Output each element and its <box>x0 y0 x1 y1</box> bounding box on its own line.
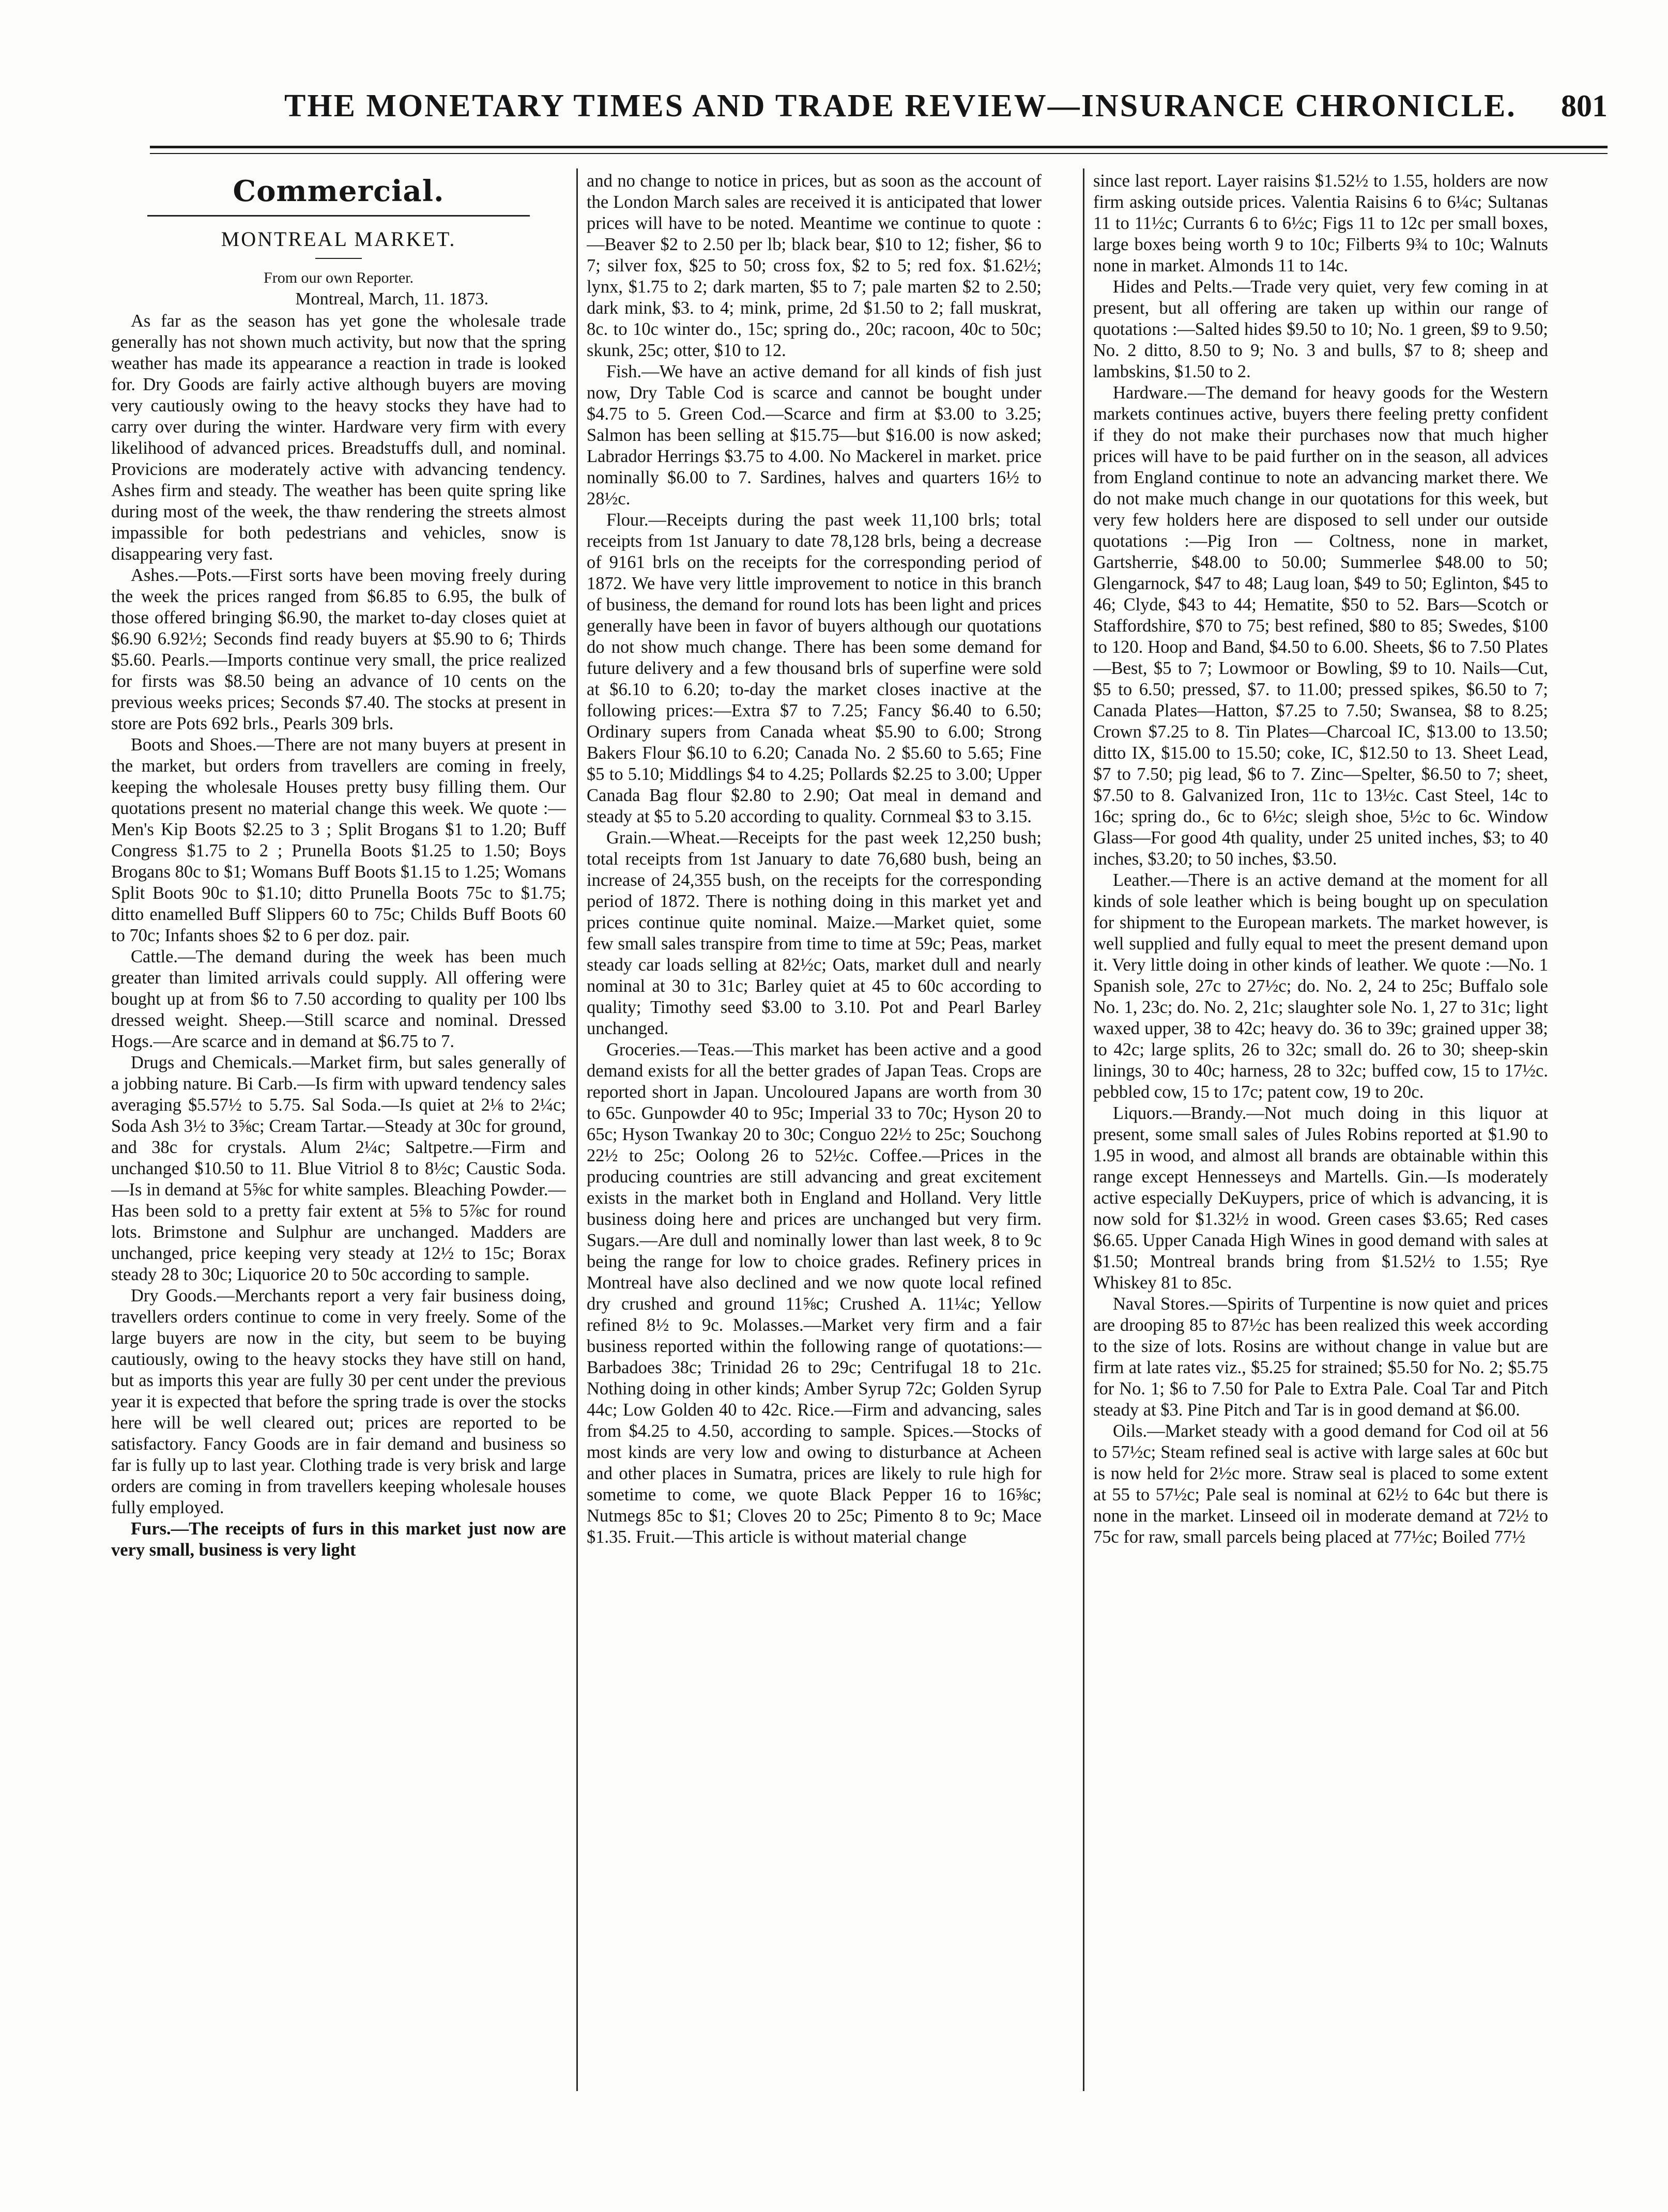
short-rule <box>315 258 362 259</box>
reporter-line: From our own Reporter. <box>264 269 414 286</box>
column-3 <box>1093 171 1548 2093</box>
market-title: MONTREAL MARKET. <box>221 227 456 251</box>
masthead-rule <box>150 146 1608 148</box>
paragraph-liquors: Liquors.—Brandy.—Not much doing in this liquor at present, some small sales of Jules Robins reported at $1.90 to 1.95 in wood, and almost all brands are obtainable within this range except Hennesseys and Martells. Gin.—Is moderately active especially DeKuypers, price of which is advancing, it is now sold for $1.32½ in wood. Green cases $3.65; Red cases $6.65. Upper Canada High Wines in good demand with sales at $1.50; Montreal brands bring from $1.52½ to 1.55; Rye Whiskey 81 to 85c. <box>1093 1103 1548 1293</box>
paragraph-furs: Furs.—The receipts of furs in this market just now are very small, business is very light <box>111 1519 566 1560</box>
masthead-rule-thin <box>150 153 1608 154</box>
paragraph-dry-goods: Dry Goods.—Merchants report a very fair business doing, travellers orders continue to come in very freely. Some of the large buyers are now in the city, but seem to be buying cautiously, owing to the heavy stocks they have still on hand, but as imports this year are fully 30 per cent under the previous year it is expected that before the spring trade is over the stocks here will be well cleared out; prices are reported to be satisfactory. Fancy Goods are in fair demand and business so far is fully up to last year. Clothing trade is very brisk and large orders are coming in from travellers keeping wholesale houses fully employed. <box>111 1286 566 1517</box>
paragraph-ashes: Ashes.—Pots.—First sorts have been moving freely during the week the prices ranged from $6.85 to 6.95, the bulk of those offered bringing $6.90, the market to-day closes quiet at $6.90 6.92½; Seconds find ready buyers at $5.90 to 6; Thirds $5.60. Pearls.—Imports continue very small, the price realized for firsts was $8.50 being an advance of 10 cents on the previous weeks prices; Seconds $7.40. The stocks at present in store are Pots 692 brls., Pearls 309 brls. <box>111 565 566 733</box>
page-number: 801 <box>1561 89 1608 123</box>
paragraph-fish: Fish.—We have an active demand for all kinds of fish just now, Dry Table Cod is scarce and cannot be bought under $4.75 to 5. Green Cod.—Scarce and firm at $3.00 to 3.25; Salmon has been selling at $15.75—but $16.00 is now asked; Labrador Herrings $3.75 to 4.00. No Mackerel in market. price nominally $6.00 to 7. Sardines, halves and quarters 16½ to 28½c. <box>587 362 1042 509</box>
paragraph-grain: Grain.—Wheat.—Receipts for the past week 12,250 bush; total receipts from 1st January to date 76,680 bush, being an increase of 24,355 bush, on the receipts for the corresponding period of 1872. There is nothing doing in this market yet and prices continue quite nominal. Maize.—Market quiet, some few small sales transpire from time to time at 59c; Peas, market steady car loads selling at 82½c; Oats, market dull and nearly nominal at 30 to 31c; Barley quiet at 45 to 60c according to quality; Timothy seed $3.00 to 3.10. Pot and Pearl Barley unchanged. <box>587 828 1042 1038</box>
paragraph-hides-and-pelts: Hides and Pelts.—Trade very quiet, very few coming in at present, but all offering are taken up within our range of quotations :—Salted hides $9.50 to 10; No. 1 green, $9 to 9.50; No. 2 ditto, 8.50 to 9; No. 3 and bulls, $7 to 8; sheep and lambskins, $1.50 to 2. <box>1093 277 1548 381</box>
paragraph-cattle: Cattle.—The demand during the week has been much greater than limited arrivals could supply. All offering were bought up at from $6 to 7.50 according to quality per 100 lbs dressed weight. Sheep.—Still scarce and nominal. Dressed Hogs.—Are scarce and in demand at $6.75 to 7. <box>111 947 566 1051</box>
masthead-title: THE MONETARY TIMES AND TRADE REVIEW—INSURANCE CHRONICLE. <box>284 88 1517 124</box>
paragraph-leather: Leather.—There is an active demand at the moment for all kinds of sole leather which is being bought up on speculation for shipment to the European markets. The market however, is well supplied and fully equal to meet the present demand upon it. Very little doing in other kinds of leather. We quote :—No. 1 Spanish sole, 27c to 27½c; do. No. 2, 24 to 25c; Buffalo sole No. 1, 23c; do. No. 2, 21c; slaughter sole No. 1, 27 to 31c; light waxed upper, 38 to 42c; heavy do. 36 to 39c; grained upper 38; to 42c; large splits, 26 to 32c; small do. 26 to 30; sheep-skin linings, 30 to 40c; harness, 28 to 32c; buffed cow, 15 to 17½c. pebbled cow, 15 to 17c; patent cow, 19 to 20c. <box>1093 870 1548 1102</box>
paragraph-fruit-continued: since last report. Layer raisins $1.52½ to 1.55, holders are now firm asking outside prices. Valentia Raisins 6 to 6¼c; Sultanas 11 to 11½c; Currants 6 to 6½c; Figs 11 to 12c per small boxes, large boxes being worth 9 to 10c; Filberts 9¾ to 10c; Walnuts none in market. Almonds 11 to 14c. <box>1093 171 1548 275</box>
paragraph-furs-continued: and no change to notice in prices, but as soon as the account of the London March sales are received it is anticipated that lower prices will have to be noted. Meantime we continue to quote :—Beaver $2 to 2.50 per lb; black bear, $10 to 12; fisher, $6 to 7; silver fox, $25 to 50; cross fox, $2 to 5; red fox. $1.62½; lynx, $1.75 to 2; dark marten, $5 to 7; pale marten $2 to 2.50; dark mink, $3. to 4; mink, prime, 2d $1.50 to 2; fall muskrat, 8c. to 10c winter do., 15c; spring do., 20c; racoon, 40c to 50c; skunk, 25c; otter, $10 to 12. <box>587 171 1042 360</box>
paragraph-intro: As far as the season has yet gone the wholesale trade generally has not shown much activity, but now that the spring weather has made its appearance a reaction in trade is looked for. Dry Goods are fairly active although buyers are moving very cautiously owing to the heavy stocks they have had to carry over during the winter. Hardware very firm with every likelihood of advanced prices. Breadstuffs dull, and nominal. Provicions are moderately active with advancing tendency. Ashes firm and steady. The weather has been quite spring like during most of the week, the thaw rendering the streets almost impassible for both pedestrians and vehicles, snow is disappearing very fast. <box>111 311 566 564</box>
paragraph-drugs-and-chemicals: Drugs and Chemicals.—Market firm, but sales generally of a jobbing nature. Bi Carb.—Is firm with upward tendency sales averaging $5.57½ to 5.75. Sal Soda.—Is quiet at 2⅛ to 2¼c; Soda Ash 3½ to 3⅝c; Cream Tartar.—Steady at 30c for ground, and 38c for crystals. Alum 2¼c; Saltpetre.—Firm and unchanged $10.50 to 11. Blue Vitriol 8 to 8½c; Caustic Soda.—Is in demand at 5⅝c for white samples. Bleaching Powder.—Has been sold to a pretty fair extent at 5⅝ to 5⅞c for round lots. Brimstone and Sulphur are unchanged. Madders are unchanged, price keeping very steady at 12½ to 15c; Borax steady 28 to 30c; Liquorice 20 to 50c according to sample. <box>111 1053 566 1284</box>
masthead <box>150 88 1608 125</box>
paragraph-boots-and-shoes: Boots and Shoes.—There are not many buyers at present in the market, but orders from travellers are coming in freely, keeping the wholesale Houses pretty busy filling them. Our quotations present no material change this week. We quote :—Men's Kip Boots $2.25 to 3 ; Split Brogans $1 to 1.20; Buff Congress $1.75 to 2 ; Prunella Boots $1.25 to 1.50; Boys Brogans 80c to $1; Womans Buff Boots $1.15 to 1.25; Womans Split Boots 90c to $1.10; ditto Prunella Boots 75c to $1.75; ditto enamelled Buff Slippers 60 to 75c; Childs Buff Boots 60 to 70c; Infants shoes $2 to 6 per doz. pair. <box>111 735 566 945</box>
paragraph-groceries: Groceries.—Teas.—This market has been active and a good demand exists for all the better grades of Japan Teas. Crops are reported short in Japan. Uncoloured Japans are worth from 30 to 65c. Gunpowder 40 to 95c; Imperial 33 to 70c; Hyson 20 to 65c; Hyson Twankay 20 to 30c; Conguo 22½ to 25c; Souchong 22½ to 25c; Oolong 26 to 52½c. Coffee.—Prices in the producing countries are still advancing and great excitement exists in the market both in England and Holland. Very little business doing here and prices are unchanged but very firm. Sugars.—Are dull and nominally lower than last week, 8 to 9c being the range for low to choice grades. Refinery prices in Montreal have also declined and we now quote local refined dry crushed and ground 11⅝c; Crushed A. 11¼c; Yellow refined 8½ to 9c. Molasses.—Market very firm and a fair business reported within the following range of quotations:—Barbadoes 38c; Trinidad 26 to 29c; Centrifugal 18 to 21c. Nothing doing in other kinds; Amber Syrup 72c; Golden Syrup 44c; Low Golden 40 to 42c. Rice.—Firm and advancing, sales from $4.25 to 4.50, according to sample. Spices.—Stocks of most kinds are very low and owing to disturbance at Acheen and other places in Sumatra, prices are likely to rule high for sometime to come, we quote Black Pepper 16 to 16⅝c; Nutmegs 85c to $1; Cloves 20 to 25c; Pimento 8 to 9c; Mace $1.35. Fruit.—This article is without material change <box>587 1040 1042 1547</box>
column-1 <box>111 171 566 2093</box>
paragraph-naval-stores: Naval Stores.—Spirits of Turpentine is now quiet and prices are drooping 85 to 87½c has been realized this week according to the size of lots. Rosins are without change in value but are firm at late rates viz., $5.25 for strained; $5.50 for No. 2; $5.75 for No. 1; $6 to 7.50 for Pale to Extra Pale. Coal Tar and Pitch steady at $3. Pine Pitch and Tar is in good demand at $6.00. <box>1093 1294 1548 1420</box>
column-divider <box>576 168 578 2091</box>
column-2 <box>587 171 1042 2093</box>
dateline: Montreal, March, 11. 1873. <box>295 289 488 309</box>
paragraph-hardware: Hardware.—The demand for heavy goods for the Western markets continues active, buyers there feeling pretty confident if they do not make their purchases now that much higher prices will have to be paid further on in the season, all advices from England continue to note an advancing market there. We do not make much change in our quotations for this week, but very few holders here are disposed to sell under our outside quotations :—Pig Iron — Coltness, none in market, Gartsherrie, $48.00 to 50.00; Summerlee $48.00 to 50; Glengarnock, $47 to 48; Laug loan, $49 to 50; Eglinton, $45 to 46; Clyde, $43 to 44; Hematite, $50 to 52. Bars—Scotch or Staffordshire, $70 to 75; best refined, $80 to 85; Swedes, $100 to 120. Hoop and Band, $4.50 to 6.00. Sheets, $6 to 7.50 Plates—Best, $5 to 7; Lowmoor or Bowling, $9 to 10. Nails—Cut, $5 to 6.50; pressed, $7. to 11.00; pressed spikes, $6.50 to 7; Canada Plates—Hatton, $7.25 to 7.50; Swansea, $8 to 8.25; Crown $7.25 to 8. Tin Plates—Charcoal IC, $13.00 to 13.50; ditto IX, $15.00 to 15.50; coke, IC, $12.50 to 13. Sheet Lead, $7 to 7.50; pig lead, $6 to 7. Zinc—Spelter, $6.50 to 7; sheet, $7.50 to 8. Galvanized Iron, 11c to 13½c. Cast Steel, 14c to 16c; spring do., 6c to 6½c; sleigh shoe, 5½c to 6c. Window Glass—For good 4th quality, under 25 united inches, $3; to 40 inches, $3.20; to 50 inches, $3.50. <box>1093 383 1548 869</box>
section-title: Commercial. <box>233 174 445 208</box>
paragraph-flour: Flour.—Receipts during the past week 11,100 brls; total receipts from 1st January to date 78,128 brls, being a decrease of 9161 brls on the receipts for the corresponding period of 1872. We have very little improvement to notice in this branch of business, the demand for round lots has been light and prices generally have been in favor of buyers although our quotations do not show much change. There has been some demand for future delivery and a few thousand brls of superfine were sold at $6.10 to 6.20; to-day the market closes inactive at the following prices:—Extra $7 to 7.25; Fancy $6.40 to 6.50; Ordinary supers from Canada wheat $5.90 to 6.00; Strong Bakers Flour $6.10 to 6.20; Canada No. 2 $5.60 to 5.65; Fine $5 to 5.10; Middlings $4 to 4.25; Pollards $2.25 to 3.00; Upper Canada Bag flour $2.80 to 2.90; Oat meal in demand and steady at $5 to 5.20 according to quality. Cornmeal $3 to 3.15. <box>587 510 1042 826</box>
section-title-rule <box>147 215 530 217</box>
column-divider <box>1083 168 1084 2091</box>
paragraph-oils: Oils.—Market steady with a good demand for Cod oil at 56 to 57½c; Steam refined seal is active with large sales at 60c but is now held for 2½c more. Straw seal is placed to some extent at 55 to 57½c; Pale seal is nominal at 62½ to 64c but there is none in the market. Linseed oil in moderate demand at 72½ to 75c for raw, small parcels being placed at 77½c; Boiled 77½ <box>1093 1421 1548 1547</box>
